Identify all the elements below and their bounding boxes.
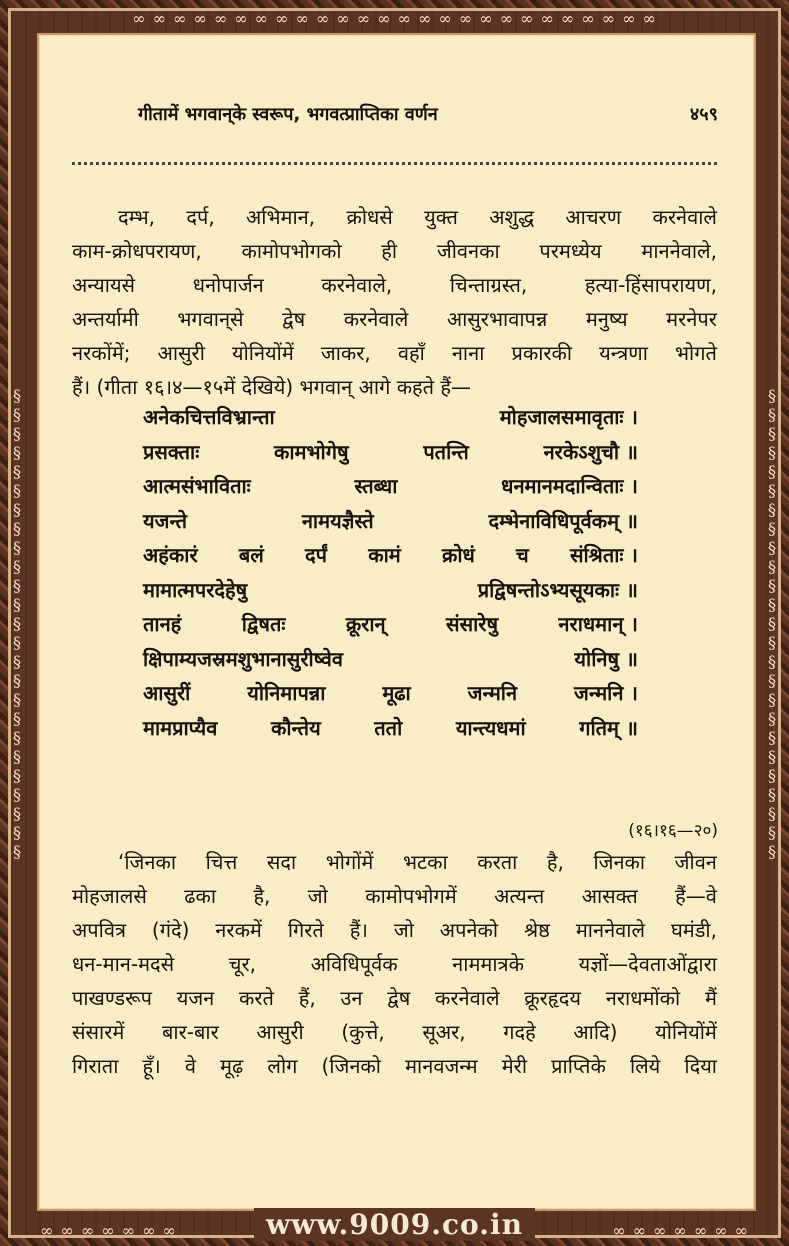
verse-line xyxy=(143,400,638,435)
paragraph-2 xyxy=(72,845,717,1083)
verse-word: नराधमान् । xyxy=(558,612,638,636)
verse-word: यान्त्यधमां xyxy=(455,715,526,740)
page-number: ४५९ xyxy=(689,104,718,125)
verse-word: जन्मनि xyxy=(467,681,518,705)
sanskrit-verses xyxy=(143,400,638,745)
verse-word: स्तब्धा xyxy=(354,474,398,498)
verse-word: बलं xyxy=(238,543,264,567)
verse-reference: (१६।१६—२०) xyxy=(628,821,718,841)
right-ornament-border: § § § § § § § § § § § § § § § § § § § § § § § § § xyxy=(768,385,776,861)
verse-word: योनिमापन्ना xyxy=(247,681,326,705)
text-line: अन्यायसे धनोपार्जन करनेवाले, चिन्ताग्रस्त, हत्या-हिंसापरायण, xyxy=(72,273,717,297)
verse-word: दर्पं xyxy=(305,543,328,567)
left-ornament-border: § § § § § § § § § § § § § § § § § § § § § § § § § xyxy=(13,385,21,861)
text-line: काम-क्रोधपरायण, कामोपभोगको ही जीवनका परमध्येय माननेवाले, xyxy=(72,239,717,263)
verse-word: अहंकारं xyxy=(143,543,198,567)
verse-word: दम्भेनाविधिपूर्वकम् ॥ xyxy=(488,508,638,533)
verse-line xyxy=(143,469,638,504)
verse-line xyxy=(143,538,638,573)
website-link[interactable]: www.9009.co.in xyxy=(254,1208,535,1241)
verse-word: कामं xyxy=(368,543,401,567)
verse-word: च xyxy=(516,543,529,567)
verse-word: आत्मसंभाविताः xyxy=(143,474,251,498)
verse-word: संश्रिताः । xyxy=(569,543,638,567)
text-line: धन-मान-मदसे चूर, अविधिपूर्वक नाममात्रके यज्ञों—देवताओंद्वारा xyxy=(72,952,717,976)
verse-line xyxy=(143,573,638,608)
verse-word: ततो xyxy=(374,715,403,740)
verse-word: प्रद्विषन्तोऽभ्यसूयकाः ॥ xyxy=(477,577,638,602)
text-line: दम्भ, दर्प, अभिमान, क्रोधसे युक्त अशुद्ध आचरण करनेवाले xyxy=(118,205,717,229)
verse-word: संसारेषु xyxy=(446,612,499,636)
verse-word: क्रोधं xyxy=(441,543,475,567)
verse-word: आसुरीं xyxy=(143,681,191,705)
header-divider xyxy=(72,162,717,165)
verse-line xyxy=(143,711,638,746)
text-line: संसारमें बार-बार आसुरी (कुत्ते, सूअर, गदहे आदि) योनियोंमें xyxy=(72,1020,717,1044)
top-ornament-border: ∞ ∞ ∞ ∞ ∞ ∞ ∞ ∞ ∞ ∞ ∞ ∞ ∞ ∞ ∞ ∞ ∞ ∞ ∞ ∞ ∞ ∞ ∞ ∞ ∞ ∞ xyxy=(132,8,657,28)
verse-line xyxy=(143,435,638,470)
text-line: ‘जिनका चित्त सदा भोगोंमें भटका करता है, जिनका जीवन xyxy=(118,850,717,874)
text-line: पाखण्डरूप यजन करते हैं, उन द्वेष करनेवाले क्रूरहृदय नराधमोंको मैं xyxy=(72,986,717,1010)
verse-line xyxy=(143,607,638,642)
text-line: हैं। (गीता १६।४—१५में देखिये) भगवान् आगे कहते हैं— xyxy=(72,375,472,399)
verse-word: क्रूरान् xyxy=(345,612,386,636)
verse-line xyxy=(143,642,638,677)
verse-word: प्रसक्ताः xyxy=(143,439,200,464)
verse-word: क्षिपाम्यजस्रमशुभानासुरीष्वेव xyxy=(143,646,343,671)
verse-word: योनिषु ॥ xyxy=(574,646,638,671)
text-line: अपवित्र (गंदे) नरकमें गिरते हैं। जो अपनेको श्रेष्ठ माननेवाले घमंडी, xyxy=(72,918,717,942)
verse-word: गतिम् ॥ xyxy=(579,715,638,740)
verse-word: मामात्मपरदेहेषु xyxy=(143,577,248,602)
verse-word: मूढा xyxy=(382,681,411,705)
verse-word: तानहं xyxy=(143,612,182,636)
footer xyxy=(0,1204,789,1244)
verse-line xyxy=(143,676,638,711)
verse-word: मामप्राप्यैव xyxy=(143,715,218,740)
verse-word: नामयज्ञैस्ते xyxy=(301,508,374,533)
verse-word: द्विषतः xyxy=(241,612,286,636)
verse-word: अनेकचित्तविभ्रान्ता xyxy=(143,405,275,429)
verse-word: मोहजालसमावृताः । xyxy=(499,405,638,429)
verse-word: धनमानमदान्विताः । xyxy=(501,474,638,498)
verse-word: कौन्तेय xyxy=(270,715,321,740)
verse-word: पतन्ति xyxy=(423,439,469,464)
verse-line xyxy=(143,504,638,539)
verse-word: नरकेऽशुचौ ॥ xyxy=(543,439,638,464)
verse-word: जन्मनि । xyxy=(574,681,638,705)
page-header xyxy=(98,97,718,131)
text-line: मोहजालसे ढका है, जो कामोपभोगमें अत्यन्त आसक्त हैं—वे xyxy=(72,884,717,908)
text-line: अन्तर्यामी भगवान्‌से द्वेष करनेवाले आसुरभावापन्न मनुष्य मरनेपर xyxy=(72,307,717,331)
text-line: गिराता हूँ। वे मूढ़ लोग (जिनको मानवजन्म मेरी प्राप्तिके लिये दिया xyxy=(72,1054,717,1078)
text-line: नरकोंमें; आसुरी योनियोंमें जाकर, वहाँ नाना प्रकारकी यन्त्रणा भोगते xyxy=(72,341,717,365)
verse-word: कामभोगेषु xyxy=(274,439,349,464)
verse-word: यजन्ते xyxy=(143,508,187,533)
chapter-title: गीतामें भगवान्‌के स्वरूप, भगवत्प्राप्तिका वर्णन xyxy=(138,104,438,125)
paragraph-1 xyxy=(72,200,717,404)
bottom-ornament-border: ∞ ∞ ∞ ∞ ∞ ∞ ∞ ∞ ∞ ∞ ∞ ∞ ∞ ∞ xyxy=(40,1220,749,1240)
